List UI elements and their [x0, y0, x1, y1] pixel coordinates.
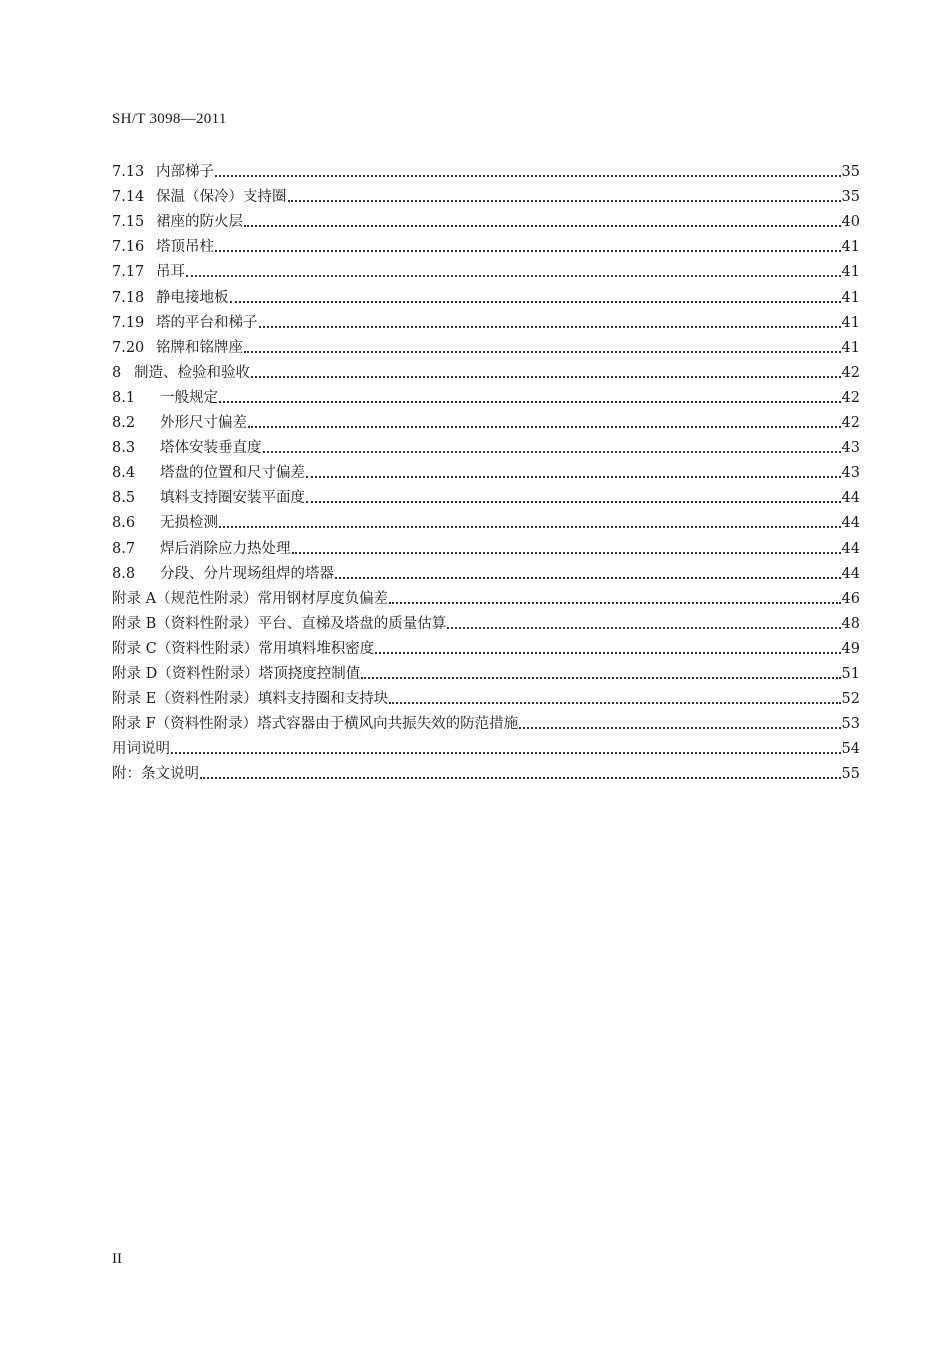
toc-entry-number: 7.17	[112, 264, 145, 281]
toc-entry-number: 7.18	[112, 289, 145, 306]
toc-entry-page: 54	[841, 741, 860, 758]
toc-entry[interactable]	[112, 282, 860, 307]
toc-entry-title: 塔盘的位置和尺寸偏差	[160, 465, 305, 482]
toc-entry-title: 无损检测	[160, 515, 218, 532]
dot-leader	[389, 702, 840, 704]
toc-entry-page: 46	[841, 590, 860, 607]
toc-entry-page: 52	[841, 691, 860, 708]
toc-entry-page: 42	[841, 415, 860, 432]
dot-leader	[171, 752, 841, 754]
dot-leader	[230, 301, 841, 303]
toc-entry-page: 41	[841, 314, 860, 331]
toc-entry-title: 静电接地板	[156, 289, 229, 306]
toc-entry-title: 焊后消除应力热处理	[160, 540, 291, 557]
dot-leader	[306, 501, 841, 503]
toc-entry[interactable]	[112, 483, 860, 508]
toc-entry-page: 53	[841, 716, 860, 733]
dot-leader	[219, 401, 841, 403]
toc-entry-number: 8.2	[112, 415, 136, 432]
dot-leader	[215, 175, 841, 177]
toc-entry-number: 8	[112, 364, 122, 381]
toc-entry-number: 7.14	[112, 189, 145, 206]
table-of-contents	[112, 157, 860, 784]
toc-entry-number: 8.7	[112, 540, 136, 557]
toc-entry-title: 附录 D（资料性附录）塔顶挠度控制值	[112, 665, 361, 682]
toc-entry-page: 55	[841, 766, 860, 783]
toc-entry[interactable]	[112, 433, 860, 458]
page-number: II	[112, 1251, 122, 1267]
toc-entry-page: 35	[841, 189, 860, 206]
dot-leader	[244, 351, 841, 353]
toc-entry-title: 附录 F（资料性附录）塔式容器由于横风向共振失效的防范措施	[112, 716, 519, 733]
dot-leader	[519, 727, 840, 729]
toc-entry-title: 填料支持圈安装平面度	[160, 490, 305, 507]
toc-entry-title: 铭牌和铭牌座	[156, 339, 243, 356]
toc-entry-page: 49	[841, 640, 860, 657]
toc-entry-page: 35	[841, 164, 860, 181]
dot-leader	[292, 552, 841, 554]
toc-entry[interactable]	[112, 458, 860, 483]
toc-entry[interactable]	[112, 232, 860, 257]
dot-leader	[335, 577, 841, 579]
toc-entry-page: 41	[841, 339, 860, 356]
toc-entry-number: 7.19	[112, 314, 145, 331]
toc-entry[interactable]	[112, 308, 860, 333]
dot-leader	[288, 200, 841, 202]
toc-entry-number: 8.4	[112, 465, 136, 482]
dot-leader	[447, 627, 840, 629]
toc-entry[interactable]	[112, 508, 860, 533]
toc-entry-number: 7.15	[112, 214, 145, 231]
dot-leader	[186, 275, 841, 277]
toc-entry-number: 7.16	[112, 239, 145, 256]
toc-entry-page: 44	[841, 540, 860, 557]
toc-entry[interactable]	[112, 383, 860, 408]
toc-entry-title: 用词说明	[112, 741, 170, 758]
standard-code-header: SH/T 3098—2011	[112, 111, 227, 127]
toc-entry-title: 附录 B（资料性附录）平台、直梯及塔盘的质量估算	[112, 615, 447, 632]
toc-entry[interactable]	[112, 257, 860, 282]
toc-entry-page: 48	[841, 615, 860, 632]
toc-entry-page: 43	[841, 465, 860, 482]
dot-leader	[389, 602, 840, 604]
toc-entry[interactable]	[112, 584, 860, 609]
toc-entry[interactable]	[112, 659, 860, 684]
toc-entry-page: 44	[841, 515, 860, 532]
toc-entry[interactable]	[112, 207, 860, 232]
toc-entry-title: 附录 C（资料性附录）常用填料堆积密度	[112, 640, 375, 657]
toc-entry-page: 41	[841, 264, 860, 281]
dot-leader	[361, 677, 840, 679]
dot-leader	[251, 376, 841, 378]
toc-entry-number: 8.1	[112, 389, 136, 406]
dot-leader	[215, 250, 841, 252]
toc-entry[interactable]	[112, 609, 860, 634]
toc-entry-title: 分段、分片现场组焊的塔器	[160, 565, 334, 582]
toc-entry-page: 40	[841, 214, 860, 231]
toc-entry-page: 41	[841, 239, 860, 256]
toc-entry[interactable]	[112, 709, 860, 734]
toc-entry-title: 附录 E（资料性附录）填料支持圈和支持块	[112, 691, 389, 708]
toc-entry[interactable]	[112, 734, 860, 759]
toc-entry-number: 8.3	[112, 440, 136, 457]
toc-entry[interactable]	[112, 684, 860, 709]
toc-entry-page: 43	[841, 440, 860, 457]
toc-entry-page: 41	[841, 289, 860, 306]
toc-entry[interactable]	[112, 533, 860, 558]
toc-entry[interactable]	[112, 157, 860, 182]
toc-entry[interactable]	[112, 634, 860, 659]
toc-entry-page: 51	[841, 665, 860, 682]
toc-entry[interactable]	[112, 182, 860, 207]
dot-leader	[219, 526, 841, 528]
toc-entry-title: 保温（保冷）支持圈	[156, 189, 287, 206]
toc-entry[interactable]	[112, 358, 860, 383]
toc-entry-title: 塔的平台和梯子	[156, 314, 258, 331]
dot-leader	[375, 652, 840, 654]
toc-entry-title: 制造、检验和验收	[134, 364, 250, 381]
toc-entry-title: 塔顶吊柱	[156, 239, 214, 256]
toc-entry-title: 塔体安装垂直度	[160, 440, 262, 457]
toc-entry-number: 8.8	[112, 565, 136, 582]
toc-entry-number: 7.13	[112, 164, 145, 181]
toc-entry-title: 外形尺寸偏差	[160, 415, 247, 432]
toc-entry-title: 附录 A（规范性附录）常用钢材厚度负偏差	[112, 590, 389, 607]
dot-leader	[263, 451, 841, 453]
toc-entry-title: 吊耳	[156, 264, 185, 281]
toc-entry-title: 附：条文说明	[112, 766, 199, 783]
toc-entry-page: 42	[841, 364, 860, 381]
dot-leader	[200, 777, 841, 779]
toc-entry[interactable]	[112, 559, 860, 584]
toc-entry-title: 内部梯子	[156, 164, 214, 181]
toc-entry-number: 8.5	[112, 490, 136, 507]
toc-entry-title: 裙座的防火层	[156, 214, 243, 231]
toc-entry[interactable]	[112, 759, 860, 784]
toc-entry[interactable]	[112, 408, 860, 433]
toc-entry[interactable]	[112, 333, 860, 358]
dot-leader	[259, 326, 841, 328]
toc-entry-number: 8.6	[112, 515, 136, 532]
dot-leader	[306, 476, 841, 478]
toc-entry-number: 7.20	[112, 339, 145, 356]
toc-entry-page: 44	[841, 490, 860, 507]
dot-leader	[244, 225, 841, 227]
toc-entry-title: 一般规定	[160, 389, 218, 406]
toc-entry-page: 42	[841, 389, 860, 406]
toc-entry-page: 44	[841, 565, 860, 582]
dot-leader	[248, 426, 841, 428]
